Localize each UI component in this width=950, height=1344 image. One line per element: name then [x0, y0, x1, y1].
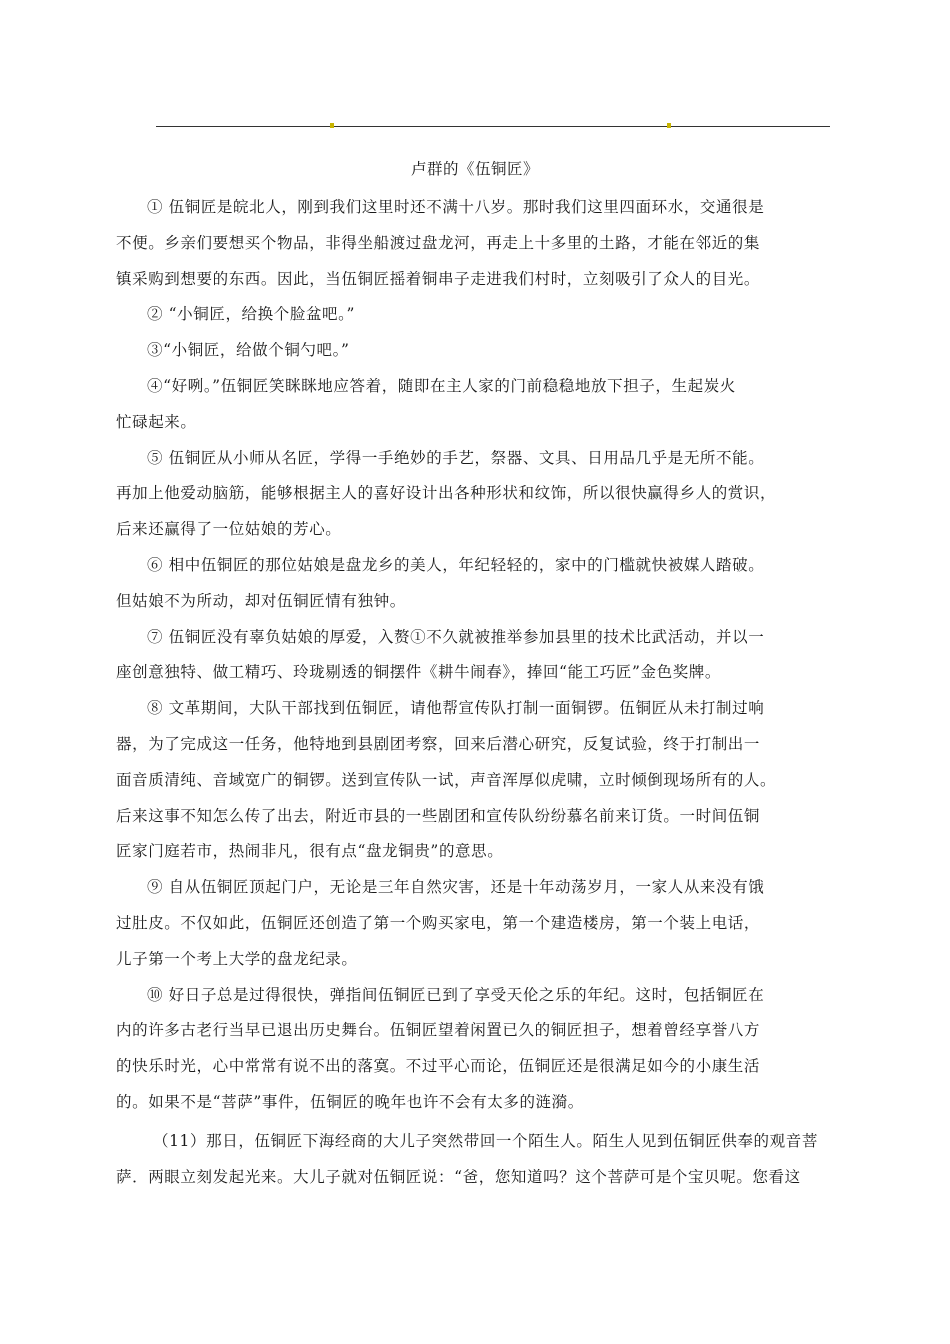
text-line: 座创意独特、做工精巧、玲珑剔透的铜摆件《耕牛闹春》，捧回“能工巧匠”金色奖牌。 [116, 663, 722, 682]
text-line: 后来还赢得了一位姑娘的芳心。 [116, 520, 342, 539]
paragraph-3 [116, 333, 794, 369]
text-line: ⑧ 文革期间，大队干部找到伍铜匠，请他帮宣传队打制一面铜锣。伍铜匠从未打制过响 [147, 699, 765, 718]
header-rule [156, 126, 830, 127]
text-line: ⑦ 伍铜匠没有辜负姑娘的厚爱，入赘①不久就被推举参加县里的技术比武活动，并以一 [147, 627, 765, 646]
text-line: ④“好咧。”伍铜匠笑眯眯地应答着，随即在主人家的门前稳稳地放下担子，生起炭火 [147, 376, 736, 395]
paragraph-4 [116, 369, 794, 441]
text-line: ⑤ 伍铜匠从小师从名匠，学得一手绝妙的手艺，祭器、文具、日用品几乎是无所不能。 [147, 448, 765, 467]
text-line: 但姑娘不为所动，却对伍铜匠情有独钟。 [116, 591, 406, 610]
paragraph-10 [116, 978, 794, 1121]
paragraph-2 [116, 297, 794, 333]
paragraph-1 [116, 190, 794, 297]
header-rule-mark [330, 123, 334, 128]
text-line: （11）那日，伍铜匠下海经商的大儿子突然带回一个陌生人。陌生人见到伍铜匠供奉的观音菩 [153, 1131, 818, 1150]
text-line: 面音质清纯、音域宽广的铜锣。送到宣传队一试，声音浑厚似虎啸，立时倾倒现场所有的人。 [116, 770, 777, 789]
text-line: 匠家门庭若市，热闹非凡，很有点“盘龙铜贵”的意思。 [116, 842, 504, 861]
text-line: ⑨ 自从伍铜匠顶起门户，无论是三年自然灾害，还是十年动荡岁月，一家人从来没有饿 [147, 878, 765, 897]
text-line: 过肚皮。不仅如此，伍铜匠还创造了第一个购买家电，第一个建造楼房，第一个装上电话， [116, 913, 761, 932]
text-line: 忙碌起来。 [116, 412, 197, 431]
paragraph-11 [116, 1123, 856, 1195]
text-line: 儿子第一个考上大学的盘龙纪录。 [116, 949, 358, 968]
text-line: 萨．两眼立刻发起光来。大儿子就对伍铜匠说：“爸，您知道吗？这个菩萨可是个宝贝呢。您看这 [116, 1167, 801, 1186]
text-line: 不便。乡亲们要想买个物品，非得坐船渡过盘龙河，再走上十多里的土路，才能在邻近的集 [116, 233, 761, 252]
text-line: 再加上他爱动脑筋，能够根据主人的喜好设计出各种形状和纹饰，所以很快赢得乡人的赏识， [116, 484, 777, 503]
header-rule-mark [667, 123, 671, 128]
text-line: ⑩ 好日子总是过得很快，弹指间伍铜匠已到了享受天伦之乐的年纪。这时，包括铜匠在 [147, 985, 765, 1004]
paragraph-6 [116, 548, 794, 620]
document-title: 卢群的《伍铜匠》 [410, 160, 539, 178]
paragraph-9 [116, 870, 794, 977]
text-line: 镇采购到想要的东西。因此，当伍铜匠摇着铜串子走进我们村时，立刻吸引了众人的目光。 [116, 269, 761, 288]
text-line: ① 伍铜匠是皖北人，刚到我们这里时还不满十八岁。那时我们这里四面环水，交通很是 [147, 198, 765, 216]
text-line: 的快乐时光，心中常常有说不出的落寞。不过平心而论，伍铜匠还是很满足如今的小康生活 [116, 1057, 761, 1076]
paragraph-5 [116, 441, 794, 548]
text-line: ③“小铜匠，给做个铜勺吧。” [147, 341, 350, 360]
text-line: 内的许多古老行当早已退出历史舞台。伍铜匠望着闲置已久的铜匠担子，想着曾经享誉八方 [116, 1021, 761, 1040]
text-line: 后来这事不知怎么传了出去，附近市县的一些剧团和宣传队纷纷慕名前来订货。一时间伍铜 [116, 806, 761, 825]
paragraph-7 [116, 620, 794, 692]
text-line: ⑥ 相中伍铜匠的那位姑娘是盘龙乡的美人，年纪轻轻的，家中的门槛就快被媒人踏破。 [147, 555, 765, 574]
text-line: 器，为了完成这一任务，他特地到县剧团考察，回来后潜心研究，反复试验，终于打制出一 [116, 734, 761, 753]
paragraph-8 [116, 691, 794, 870]
document-body [116, 190, 818, 1195]
text-line: 的。如果不是“菩萨”事件，伍铜匠的晚年也许不会有太多的涟漪。 [116, 1092, 584, 1111]
text-line: ② “小铜匠，给换个脸盆吧。” [147, 305, 356, 324]
